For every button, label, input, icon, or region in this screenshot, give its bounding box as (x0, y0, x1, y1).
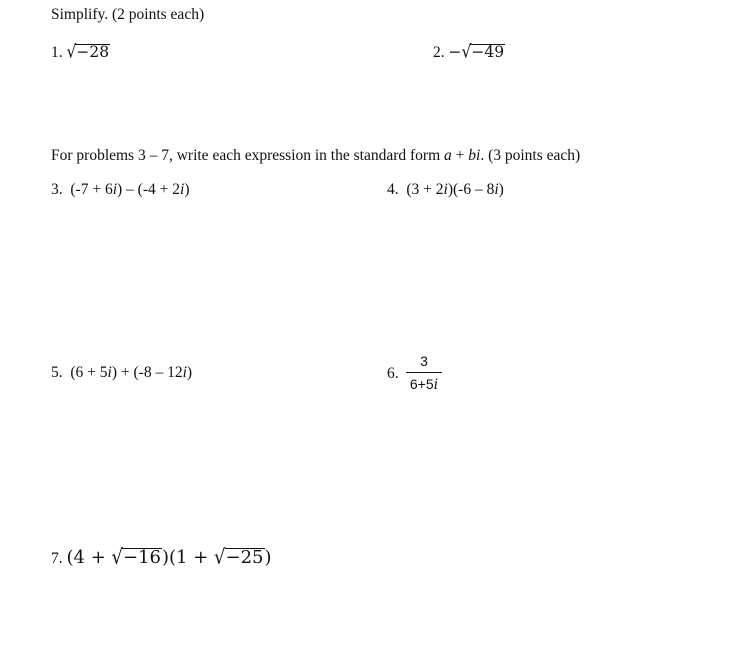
expression: (6 + 5i) + (-8 – 12i) (70, 364, 193, 381)
heading-suffix: . (3 points each) (480, 147, 581, 164)
square-root-expression: √−16 (111, 545, 161, 570)
problem-number: 2. (433, 44, 445, 61)
fraction-bar (406, 372, 442, 373)
problem-number: 7. (51, 550, 63, 567)
problem-7 (51, 545, 272, 570)
expression: (3 + 2i)(-6 – 8i) (406, 181, 504, 198)
problem-5 (51, 365, 192, 381)
problem-2 (433, 41, 505, 63)
problem-6-fraction (406, 353, 442, 393)
square-root-expression: √−25 (214, 545, 264, 570)
square-root-expression (66, 41, 111, 63)
denominator: 6+5i (409, 376, 439, 393)
problem-3 (51, 182, 189, 198)
problem-number: 4. (387, 181, 399, 198)
problem-4 (387, 182, 504, 198)
problem-number: 1. (51, 44, 63, 61)
variable-bi: bi (468, 147, 481, 164)
expression: (-7 + 6i) – (-4 + 2i) (70, 181, 190, 198)
radical-sign: √ (66, 41, 77, 63)
negative-sign: − (448, 43, 462, 61)
problem-number: 3. (51, 181, 63, 198)
variable-a: a (444, 147, 452, 164)
radicand: −28 (76, 43, 110, 61)
radicand: −49 (471, 43, 505, 61)
heading-text: For problems 3 – 7, write each expression in the standard form (51, 147, 445, 164)
plus-sign: + (451, 147, 469, 164)
section-heading-simplify: Simplify. (2 points each) (51, 6, 205, 23)
problem-6-number: 6. (387, 365, 399, 382)
square-root-expression (461, 41, 506, 63)
expression: (4 + √−16)(1 + √−25) (66, 545, 272, 570)
problem-1 (51, 41, 110, 63)
problem-number: 5. (51, 364, 63, 381)
radical-sign: √ (461, 41, 472, 63)
section-heading-standard-form (51, 148, 580, 164)
numerator: 3 (420, 353, 428, 369)
